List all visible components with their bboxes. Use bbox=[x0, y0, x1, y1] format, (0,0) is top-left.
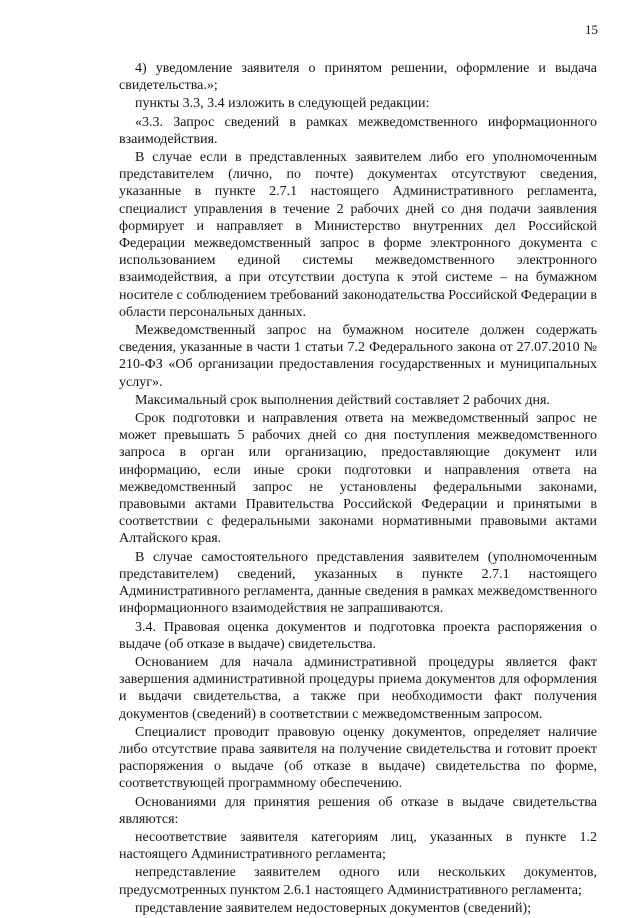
paragraph: Межведомственный запрос на бумажном носителе должен содержать сведения, указанные в части 1 статьи 7.2 Федерального закона от 27.07.2010 № 210-ФЗ «Об организации предоставления государственных и муниципальных услуг». bbox=[119, 323, 597, 390]
page-number: 15 bbox=[585, 22, 598, 37]
paragraph: Основанием для начала административной процедуры является факт завершения административной процедуры приема документов для оформления и выдачи свидетельства, а также при необходимости факт получения документов (сведений) в соответствии с межведомственным запросом. bbox=[119, 654, 597, 722]
paragraph: представление заявителем недостоверных документов (сведений); bbox=[135, 900, 532, 916]
paragraph: несоответствие заявителя категориям лиц, указанных в пункте 1.2 настоящего Административного регламента; bbox=[119, 829, 597, 863]
paragraph: «3.3. Запрос сведений в рамках межведомственного информационного взаимодействия. bbox=[119, 114, 597, 147]
paragraph: пункты 3.3, 3.4 изложить в следующей редакции: bbox=[135, 96, 430, 112]
paragraph: В случае если в представленных заявителем либо его уполномоченным представителем (лично, по почте) документах отсутствуют сведения, указанные в пункте 2.7.1 настоящего Административного регламента, специалист управления в течение 2 рабочих дней со дня подачи заявления формирует и направляет в Министерство внутренних дел Российской Федерации межведомственный запрос в форме электронного документа с использованием единой системы межведомственного электронного взаимодействия, а при отсутствии доступа к этой системе – на бумажном носителе с соблюдением требований законодательства Российской Федерации в области персональных данных. bbox=[119, 150, 597, 320]
paragraph: Максимальный срок выполнения действий составляет 2 рабочих дня. bbox=[135, 392, 550, 408]
paragraph: непредставление заявителем одного или нескольких документов, предусмотренных пунктом 2.6.1 настоящего Административного регламента; bbox=[119, 865, 597, 898]
paragraph: 3.4. Правовая оценка документов и подготовка проекта распоряжения о выдаче (об отказе в выдаче) свидетельства. bbox=[119, 619, 597, 652]
paragraph: В случае самостоятельного представления заявителем (уполномоченным представителем) сведений, указанных в пункте 2.7.1 настоящего Административного регламента, данные сведения в рамках межведомственного информационного взаимодействия не запрашиваются. bbox=[119, 549, 597, 617]
document-body bbox=[119, 60, 597, 918]
paragraph: 4) уведомление заявителя о принятом решении, оформление и выдача свидетельства.»; bbox=[119, 61, 597, 94]
paragraph: Специалист проводит правовую оценку документов, определяет наличие либо отсутствие права заявителя на получение свидетельства и готовит проект распоряжения о выдаче (об отказе в выдаче) свидетельства по форме, соответствующей программному обеспечению. bbox=[119, 724, 597, 792]
paragraph: Основаниями для принятия решения об отказе в выдаче свидетельства являются: bbox=[119, 794, 597, 827]
paragraph: Срок подготовки и направления ответа на межведомственный запрос не может превышать 5 рабочих дней со дня поступления межведомственного запроса в орган или организацию, предоставляющие документ или информацию, если иные сроки подготовки и направления ответа на межведомственный запрос не установлены федеральными законами, правовыми актами Правительства Российской Федерации и принятыми в соответствии с федеральными законами нормативными правовыми актами Алтайского края. bbox=[119, 411, 597, 547]
